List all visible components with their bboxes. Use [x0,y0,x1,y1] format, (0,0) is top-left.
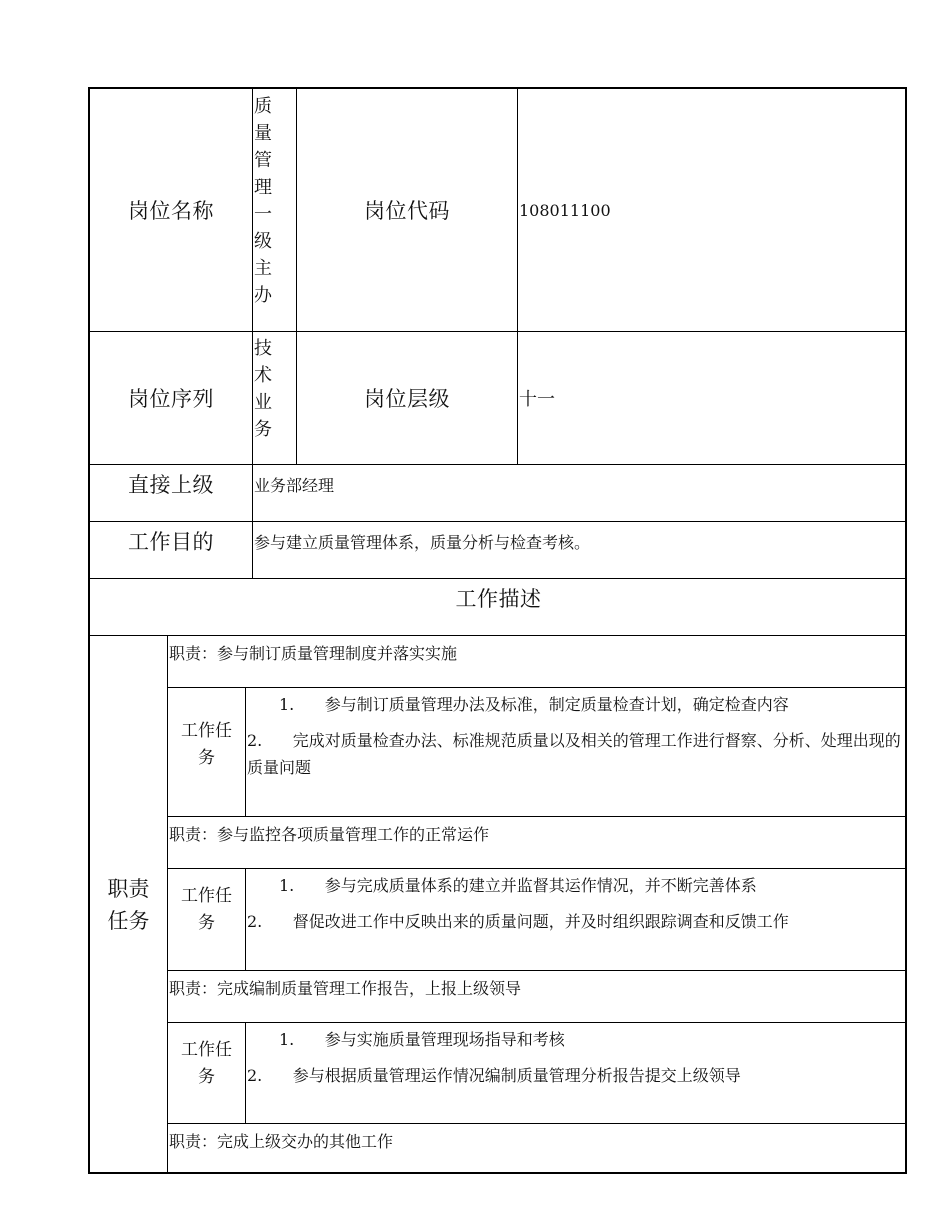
purpose-label: 工作目的 [90,521,252,578]
task-item: 2. 完成对质量检查办法、标准规范质量以及相关的管理工作进行督察、分析、处理出现的质量问题 [247,731,901,777]
task-label-cell [167,868,245,970]
task-label-cell [167,1022,245,1123]
post-name-label: 岗位名称 [128,199,214,223]
duties-label: 职责任务 [107,877,150,933]
task-label: 工作任务 [181,1040,232,1087]
task-item: 1. 参与制订质量管理办法及标准，制定质量检查计划，确定检查内容 [279,695,789,714]
superior-label: 直接上级 [90,464,252,521]
post-name-cell [252,89,296,331]
post-level-label: 岗位层级 [296,331,517,464]
task-list [245,1022,907,1123]
task-list [245,868,907,970]
duty-title: 职责：参与监控各项质量管理工作的正常运作 [167,816,907,868]
post-series-cell [252,331,296,464]
task-label: 工作任务 [181,886,232,933]
superior-value: 业务部经理 [252,464,907,521]
duty-title: 职责：完成编制质量管理工作报告，上报上级领导 [167,970,907,1022]
duty-title: 职责：参与制订质量管理制度并落实实施 [167,635,907,687]
post-series-value: 技术业务 [254,338,272,440]
purpose-value: 参与建立质量管理体系，质量分析与检查考核。 [252,521,907,578]
task-list [245,687,907,816]
description-title: 工作描述 [90,578,907,635]
task-label-cell [167,687,245,816]
duties-label-cell [90,635,167,1174]
task-item: 1. 参与实施质量管理现场指导和考核 [279,1030,565,1049]
task-item: 1. 参与完成质量体系的建立并监督其运作情况，并不断完善体系 [279,876,757,895]
post-name-value: 质量管理一级主办 [254,96,272,306]
job-description-table [88,87,907,1174]
task-item: 2. 督促改进工作中反映出来的质量问题，并及时组织跟踪调查和反馈工作 [247,912,789,931]
post-series-label: 岗位序列 [90,331,252,464]
post-level-value: 十一 [517,331,907,464]
task-label: 工作任务 [181,721,232,768]
post-code-value: 108011100 [517,89,907,331]
duty-title: 职责：完成上级交办的其他工作 [167,1123,907,1174]
task-item: 2. 参与根据质量管理运作情况编制质量管理分析报告提交上级领导 [247,1066,741,1085]
post-code-label: 岗位代码 [296,89,517,331]
